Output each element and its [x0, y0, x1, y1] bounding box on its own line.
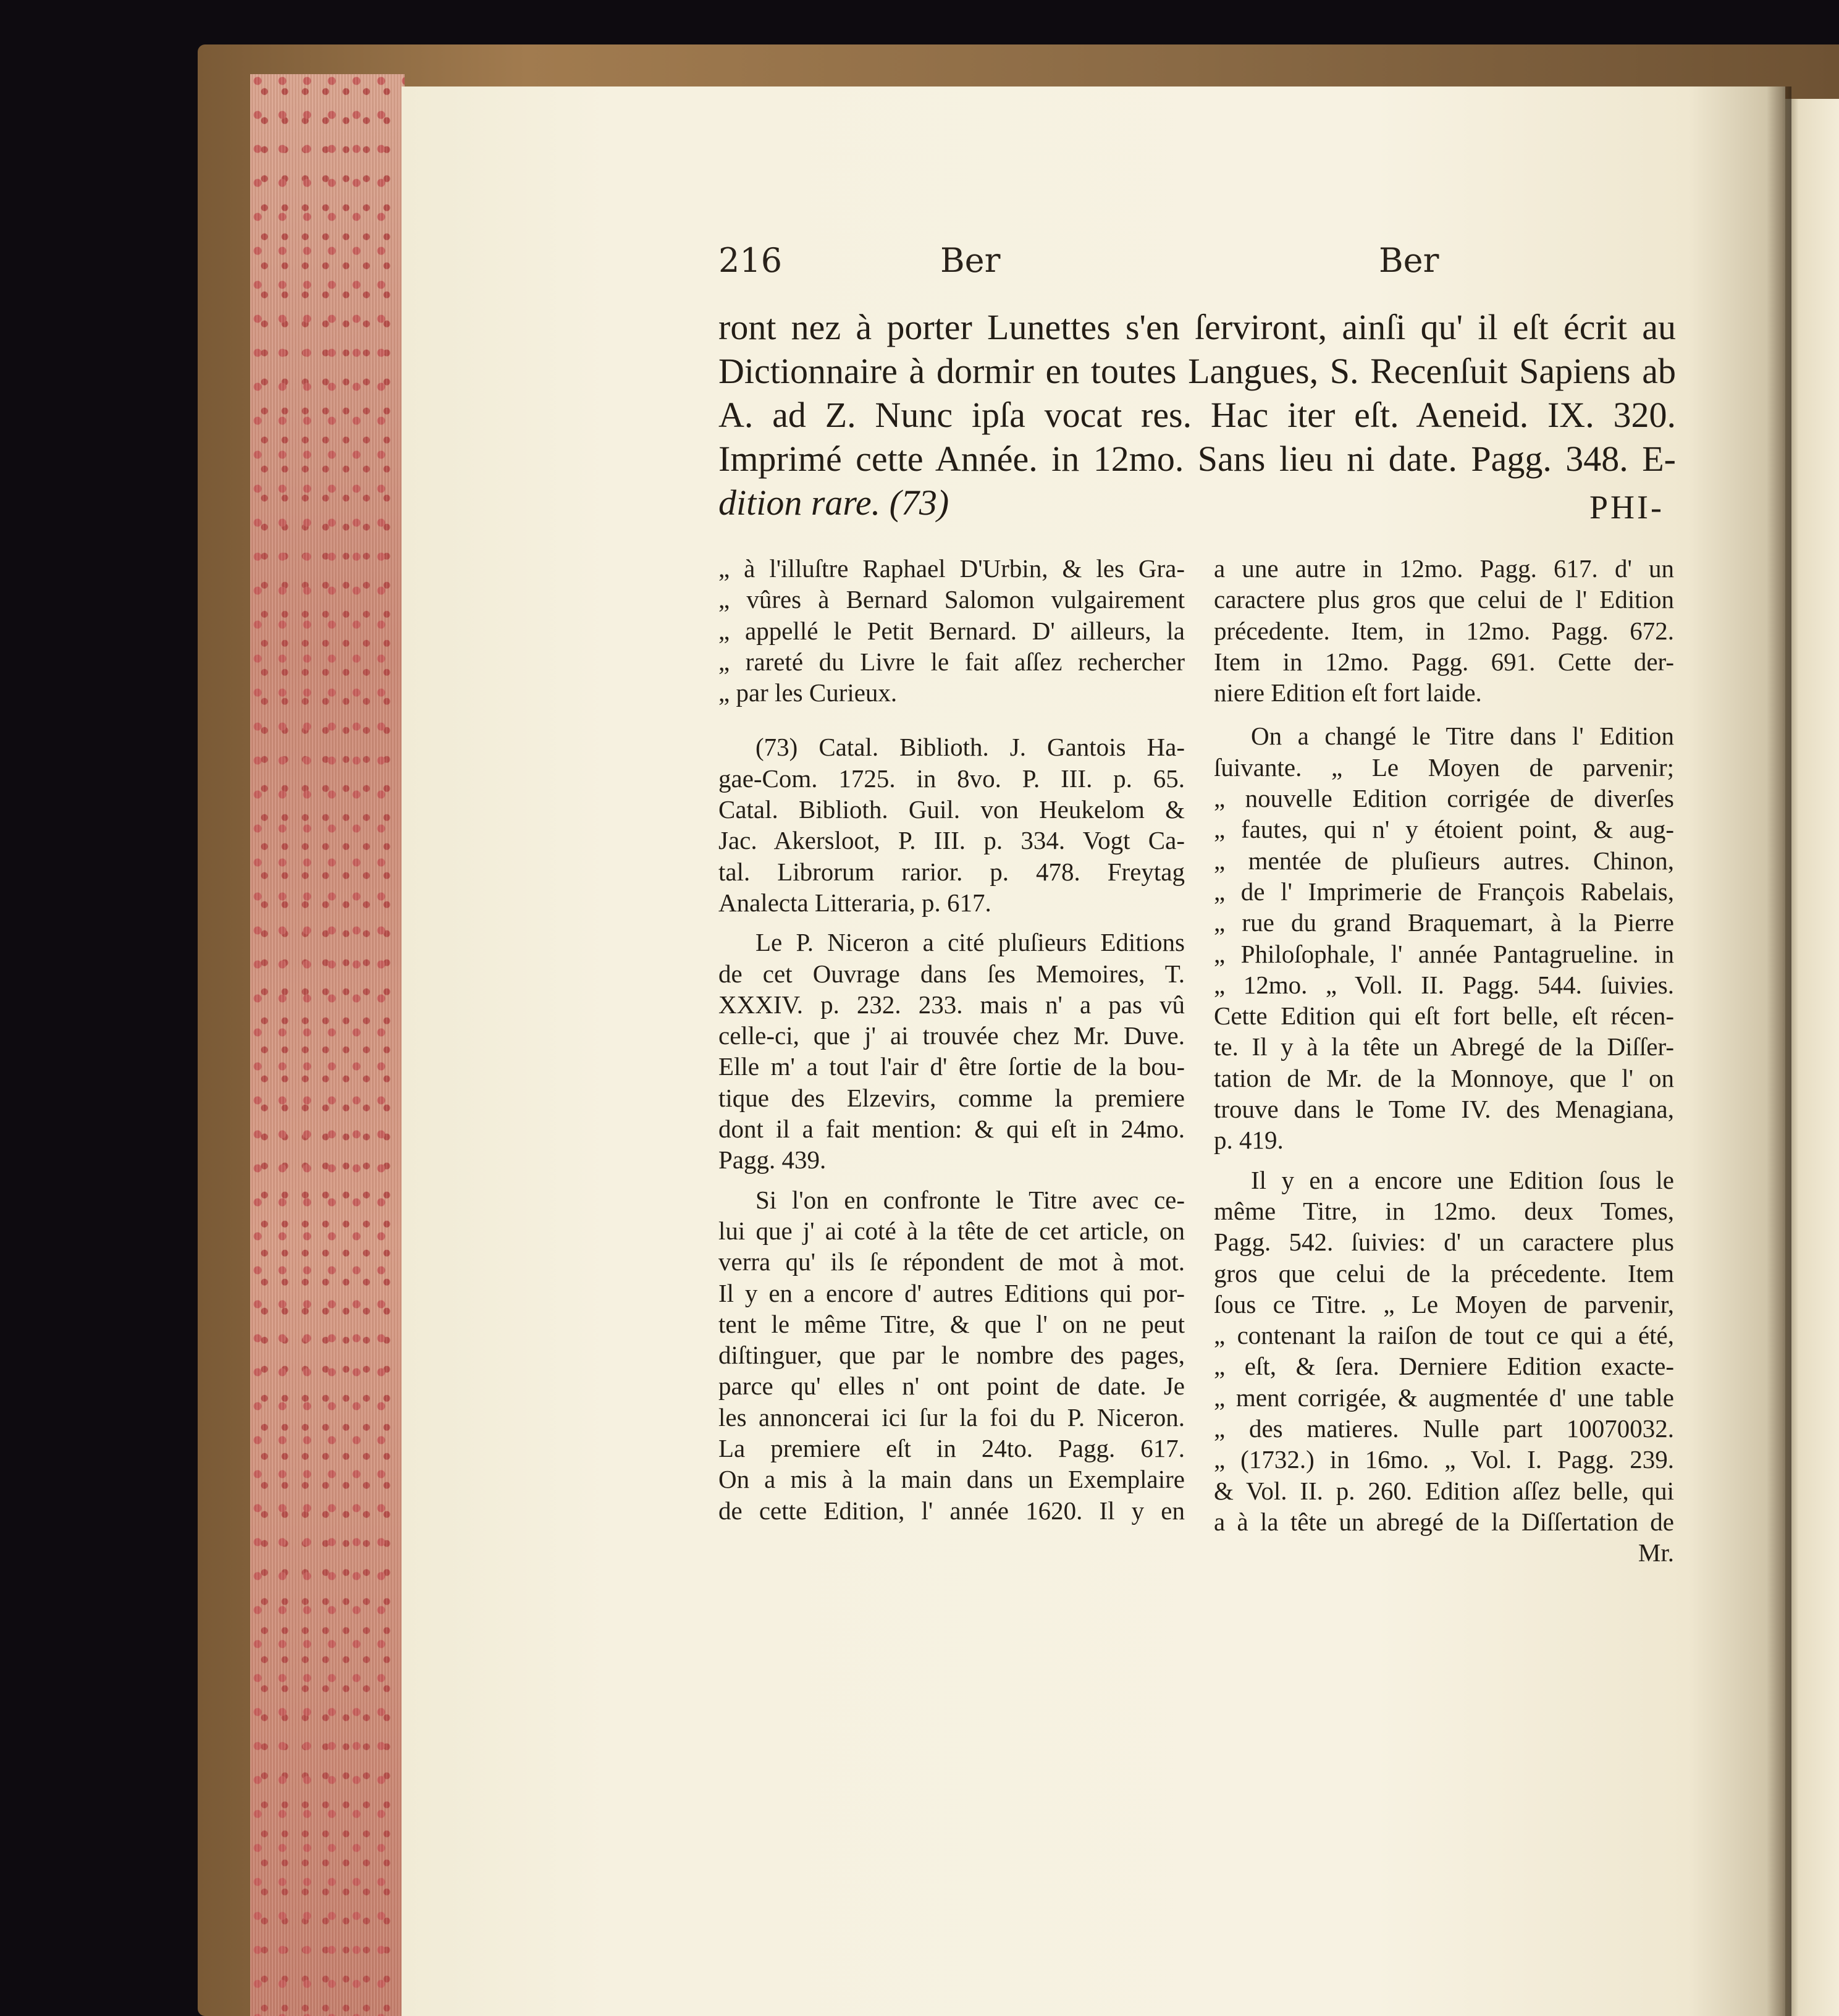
- paragraph-line: te. Il y à la tête un Abregé de la Diſſer-: [1214, 1032, 1674, 1061]
- title-line: Dictionnaire à dormir en toutes Langues, S. Recenſuit Sapiens ab: [718, 351, 1676, 391]
- paragraph-line: tation de Mr. de la Monnoye, que l' on: [1214, 1063, 1674, 1092]
- quote-line: „ appellé le Petit Bernard. D' ailleurs, la: [718, 616, 1185, 645]
- page-fore-edge: [250, 74, 405, 2016]
- paragraph-line: „ Philoſophale, l' année Pantagrueline. in: [1214, 939, 1674, 968]
- paragraph-line: gros que celui de la précedente. Item: [1214, 1259, 1674, 1288]
- facing-page-edge: [1785, 99, 1839, 2016]
- paragraph-line: de cette Edition, l' année 1620. Il y en: [718, 1496, 1185, 1525]
- paragraph-line: trouve dans le Tome IV. des Menagiana,: [1214, 1095, 1674, 1124]
- paragraph-line: „ (1732.) in 16mo. „ Vol. I. Pagg. 239.: [1214, 1445, 1674, 1474]
- paragraph-line: tent le même Titre, & que l' on ne peut: [718, 1309, 1185, 1338]
- paragraph-line: On a changé le Titre dans l' Edition: [1251, 722, 1674, 751]
- catchword: PHI-: [1589, 489, 1664, 526]
- footnote-line: tal. Librorum rarior. p. 478. Freytag: [718, 857, 1185, 886]
- paragraph-line: précedente. Item, in 12mo. Pagg. 672.: [1214, 616, 1674, 645]
- paragraph-line: On a mis à la main dans un Exemplaire: [718, 1465, 1185, 1494]
- title-line: ront nez à porter Lunettes s'en ſerviront, ainſi qu' il eſt écrit au: [718, 307, 1676, 347]
- paragraph-line: „ des matieres. Nulle part 10070032.: [1214, 1414, 1674, 1443]
- paragraph-line: caractere plus gros que celui de l' Edition: [1214, 585, 1674, 614]
- paragraph-line: dont il a fait mention: & qui eſt in 24mo.: [718, 1115, 1185, 1144]
- left-column: [718, 553, 1185, 1526]
- paragraph-line: & Vol. II. p. 260. Edition aſſez belle, qui: [1214, 1476, 1674, 1505]
- title-line: dition rare. (73): [718, 483, 949, 523]
- paragraph-line: Le P. Niceron a cité pluſieurs Editions: [755, 928, 1185, 957]
- paragraph-line: „ nouvelle Edition corrigée de diverſes: [1214, 784, 1674, 813]
- paragraph-line: de cet Ouvrage dans ſes Memoires, T.: [718, 959, 1185, 988]
- paragraph-line: tique des Elzevirs, comme la premiere: [718, 1083, 1185, 1112]
- page-number: 216: [718, 241, 783, 280]
- running-head-left: Ber: [940, 241, 1001, 280]
- paragraph-line: les annoncerai ici ſur la foi du P. Niceron.: [718, 1402, 1185, 1432]
- paragraph-line: niere Edition eſt fort laide.: [1214, 678, 1482, 707]
- paragraph-line: diſtinguer, que par le nombre des pages,: [718, 1341, 1185, 1370]
- quote-line: „ à l'illuſtre Raphael D'Urbin, & les Gra-: [718, 554, 1185, 583]
- paragraph-line: Il y en a encore d' autres Editions qui por-: [718, 1278, 1185, 1307]
- paragraph-line: ſuivante. „ Le Moyen de parvenir;: [1214, 753, 1674, 782]
- paragraph-line: a à la tête un abregé de la Diſſertation de: [1214, 1507, 1674, 1536]
- gutter-shadow: [1767, 86, 1791, 2016]
- paragraph-line: Item in 12mo. Pagg. 691. Cette der-: [1214, 647, 1674, 676]
- footnote-line: (73) Catal. Biblioth. J. Gantois Ha-: [755, 733, 1185, 762]
- quote-line: „ vûres à Bernard Salomon vulgairement: [718, 585, 1185, 614]
- paragraph-line: p. 419.: [1214, 1126, 1284, 1155]
- paragraph-line: Pagg. 439.: [718, 1145, 827, 1175]
- paragraph-line: parce qu' elles n' ont point de date. Je: [718, 1372, 1185, 1401]
- running-head-right: Ber: [1379, 241, 1439, 280]
- paragraph-line: Mr.: [1638, 1538, 1674, 1567]
- paragraph-line: Cette Edition qui eſt fort belle, eſt récen-: [1214, 1002, 1674, 1031]
- paragraph-line: celle-ci, que j' ai trouvée chez Mr. Duve.: [718, 1021, 1185, 1050]
- paragraph-line: „ contenant la raiſon de tout ce qui a été,: [1214, 1321, 1674, 1350]
- paragraph-line: verra qu' ils ſe répondent de mot à mot.: [718, 1247, 1185, 1276]
- title-line: A. ad Z. Nunc ipſa vocat res. Hac iter eſt. Aeneid. IX. 320.: [718, 395, 1676, 435]
- footnote-line: Analecta Litteraria, p. 617.: [718, 888, 991, 917]
- book-title-block: [718, 305, 1676, 525]
- paragraph-line: „ mentée de pluſieurs autres. Chinon,: [1214, 846, 1674, 875]
- paragraph-line: Il y en a encore une Edition ſous le: [1251, 1165, 1674, 1194]
- paragraph-line: „ 12mo. „ Voll. II. Pagg. 544. ſuivies.: [1214, 970, 1674, 999]
- footnote-line: Jac. Akersloot, P. III. p. 334. Vogt Ca-: [718, 826, 1185, 855]
- footnote-line: Catal. Biblioth. Guil. von Heukelom &: [718, 795, 1185, 824]
- quote-line: „ rareté du Livre le fait aſſez rechercher: [718, 647, 1185, 676]
- paragraph-line: a une autre in 12mo. Pagg. 617. d' un: [1214, 554, 1674, 583]
- paragraph-line: Pagg. 542. ſuivies: d' un caractere plus: [1214, 1228, 1674, 1257]
- paragraph-line: ſous ce Titre. „ Le Moyen de parvenir,: [1214, 1289, 1674, 1318]
- right-column: [1214, 553, 1674, 1569]
- paragraph-line: „ ment corrigée, & augmentée d' une table: [1214, 1383, 1674, 1412]
- paragraph-line: même Titre, in 12mo. deux Tomes,: [1214, 1196, 1674, 1225]
- paragraph-line: La premiere eſt in 24to. Pagg. 617.: [718, 1434, 1185, 1463]
- paragraph-line: Elle m' a tout l'air d' être ſortie de la bou-: [718, 1052, 1185, 1081]
- paragraph-line: „ fautes, qui n' y étoient point, & aug-: [1214, 815, 1674, 844]
- paragraph-line: „ eſt, & ſera. Derniere Edition exacte-: [1214, 1352, 1674, 1381]
- paragraph-line: „ rue du grand Braquemart, à la Pierre: [1214, 908, 1674, 937]
- paragraph-line: „ de l' Imprimerie de François Rabelais,: [1214, 877, 1674, 906]
- quote-line: „ par les Curieux.: [718, 678, 898, 707]
- footnote-line: gae-Com. 1725. in 8vo. P. III. p. 65.: [718, 764, 1185, 793]
- paragraph-line: lui que j' ai coté à la tête de cet article, on: [718, 1216, 1185, 1245]
- paragraph-line: Si l'on en confronte le Titre avec ce-: [755, 1185, 1185, 1214]
- paragraph-line: XXXIV. p. 232. 233. mais n' a pas vû: [718, 990, 1185, 1019]
- title-line: Imprimé cette Année. in 12mo. Sans lieu ni date. Pagg. 348. E-: [718, 439, 1676, 479]
